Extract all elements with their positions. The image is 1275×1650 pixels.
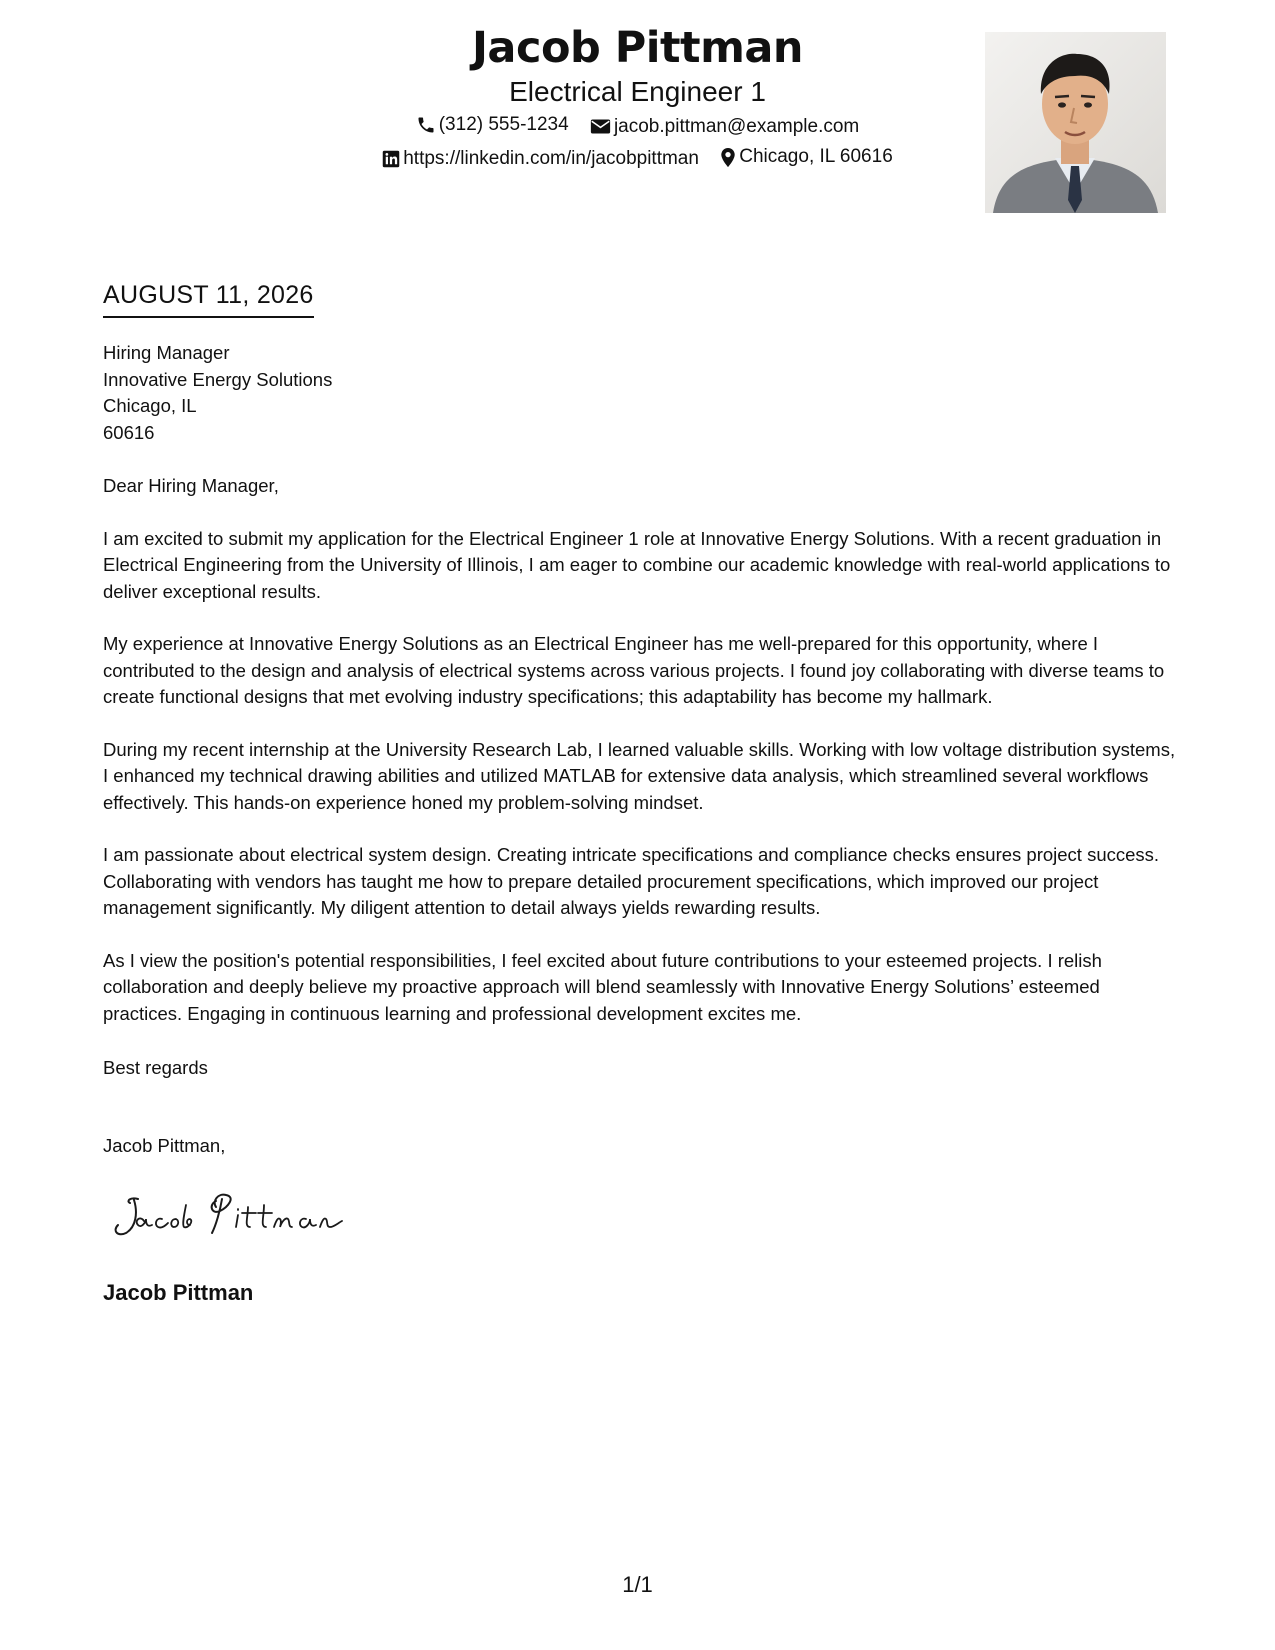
contact-location: [720, 144, 893, 170]
body-paragraph: I am passionate about electrical system design. Creating intricate specifications and compliance checks ensures project success. Collaborating with vendors has taught me how to prepare detailed procurement specifications, which improved our project management significantly. My diligent attention to detail always yields rewarding results.: [103, 844, 1160, 918]
linkedin-text: https://linkedin.com/in/jacobpittman: [403, 147, 699, 169]
recipient-line: Chicago, IL: [103, 395, 197, 416]
signoff-name: Jacob Pittman,: [103, 1135, 226, 1156]
location-text: Chicago, IL 60616: [739, 146, 893, 167]
recipient-line: 60616: [103, 421, 155, 443]
printed-name: Jacob Pittman: [103, 1280, 254, 1305]
map-pin-icon: [720, 147, 736, 168]
letter-date: AUGUST 11, 2026: [103, 278, 314, 318]
profile-photo: [985, 32, 1166, 213]
phone-text: (312) 555-1234: [438, 114, 569, 135]
recipient-line: Innovative Energy Solutions: [103, 368, 333, 390]
applicant-name: Jacob Pittman: [471, 23, 804, 73]
signature-image: [108, 1185, 368, 1245]
email-text: jacob.pittman@example.com: [613, 115, 860, 137]
envelope-icon: [590, 118, 611, 135]
letter-body: [103, 473, 1183, 1053]
salutation: Dear Hiring Manager,: [103, 475, 279, 496]
body-paragraph: During my recent internship at the University Research Lab, I learned valuable skills. Working with low voltage distribution systems, I enhanced my technical drawing abilities and utilized MATLAB for extensive data analysis, which streamlined several workflows effectively. This hands-on experience honed my problem-solving mindset.: [103, 738, 1176, 813]
page-number: 1/1: [622, 1572, 653, 1597]
contact-phone: [416, 112, 569, 138]
contact-linkedin: [382, 146, 699, 172]
recipient-block: [103, 340, 332, 446]
phone-icon: [416, 115, 436, 135]
body-paragraph: As I view the position's potential responsibilities, I feel excited about future contributions to your esteemed projects. I relish collaboration and deeply believe my proactive approach will blend seamlessly with Innovative Energy Solutions’ esteemed practices. Engaging in continuous learning and professional development excites me.: [103, 949, 1102, 1024]
contact-email: [590, 114, 859, 140]
closing: Best regards: [103, 1057, 208, 1078]
linkedin-icon: [382, 150, 400, 168]
body-paragraph: I am excited to submit my application for the Electrical Engineer 1 role at Innovative Energy Solutions. With a recent graduation in Electrical Engineering from the University of Illinois, I am eager to combine our academic knowledge with real-world applications to deliver exceptional results.: [103, 527, 1171, 602]
recipient-line: Hiring Manager: [103, 342, 230, 363]
body-paragraph: My experience at Innovative Energy Solutions as an Electrical Engineer has me well-prepared for this opportunity, where I contributed to the design and analysis of electrical systems across various projects. I found joy collaborating with diverse teams to create functional designs that met evolving industry specifications; this adaptability has become my hallmark.: [103, 633, 1165, 707]
applicant-job-title: Electrical Engineer 1: [509, 76, 766, 107]
